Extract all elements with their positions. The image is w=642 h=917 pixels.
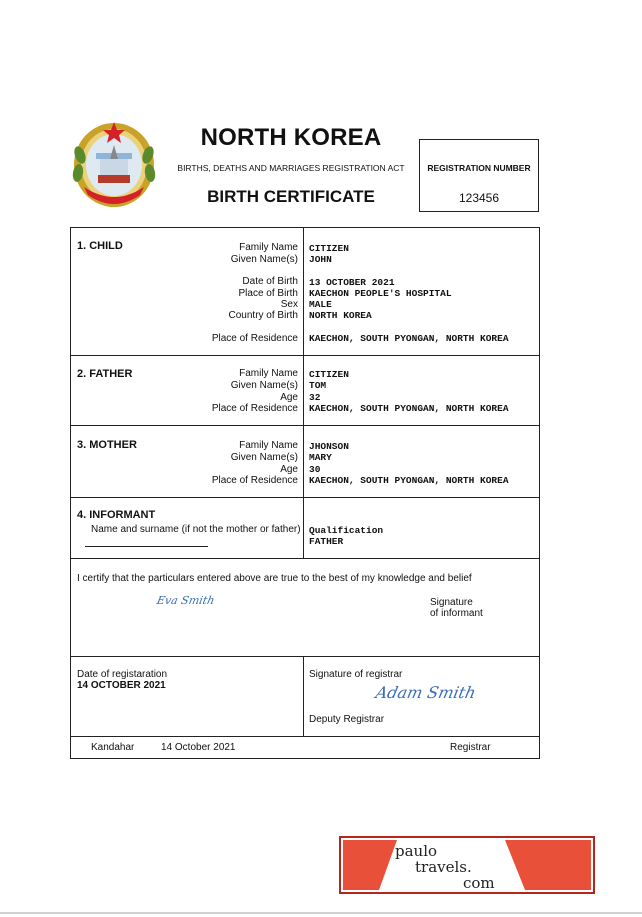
child-sex: MALE [309,299,332,310]
qualification-label: Qualification [309,525,384,536]
divider [71,425,539,426]
child-given-names: JOHN [309,254,332,265]
registrar-label: Registrar [450,742,491,753]
certificate-form [70,227,540,759]
registration-number-box [419,139,539,212]
informant-name-label: Name and surname (if not the mother or father) [91,524,301,535]
child-cob-label: Country of Birth [228,310,298,321]
child-cob: NORTH KOREA [309,310,372,321]
registration-date: 14 OCTOBER 2021 [77,680,166,691]
watermark-stamp [339,836,595,894]
mother-family-name-label: Family Name [239,440,298,451]
section-informant: 4. INFORMANT [77,509,156,521]
child-pob: KAECHON PEOPLE'S HOSPITAL [309,288,452,299]
document-title: BIRTH CERTIFICATE [207,187,375,206]
mother-residence: KAECHON, SOUTH PYONGAN, NORTH KOREA [309,475,509,486]
child-sex-label: Sex [280,299,298,310]
informant-name-line [85,546,208,547]
mother-family-name: JHONSON [309,441,349,452]
child-residence: KAECHON, SOUTH PYONGAN, NORTH KOREA [309,333,509,344]
divider [71,497,539,498]
section-mother: 3. MOTHER [77,439,137,451]
mother-age-label: Age [280,464,298,475]
child-dob-label: Date of Birth [242,276,298,287]
registration-number-label: REGISTRATION NUMBER [427,163,531,173]
mother-given-names-label: Given Name(s) [230,452,298,463]
father-age: 32 [309,392,321,403]
qualification-value: FATHER [309,536,344,547]
stamp-line-3: com [463,874,495,892]
registrar-signature-label: Signature of registrar [309,669,403,680]
divider [71,736,539,737]
child-residence-label: Place of Residence [211,333,298,344]
mother-residence-label: Place of Residence [211,475,298,486]
registration-number: 123456 [458,191,500,205]
divider [71,656,539,657]
country-title: NORTH KOREA [200,124,382,151]
page-bottom-border [0,912,642,914]
stamp-line-2: travels. [415,858,472,876]
child-family-name: CITIZEN [309,243,349,254]
section-father: 2. FATHER [77,368,133,380]
father-family-name-label: Family Name [239,368,298,379]
father-residence: KAECHON, SOUTH PYONGAN, NORTH KOREA [309,403,509,414]
mother-given-names: MARY [309,452,332,463]
registration-date-label: Date of registaration [77,669,168,680]
signature-informant-label-2: of informant [430,608,483,619]
child-given-names-label: Given Name(s) [230,254,298,265]
column-divider [303,656,304,736]
mother-age: 30 [309,464,321,475]
signature-informant-label: Signature [430,597,473,608]
father-given-names: TOM [309,380,327,391]
registration-act: BIRTHS, DEATHS AND MARRIAGES REGISTRATION ACT [177,163,405,173]
section-child: 1. CHILD [77,240,123,252]
divider [71,355,539,356]
deputy-registrar-label: Deputy Registrar [309,714,385,725]
child-pob-label: Place of Birth [238,288,298,299]
child-dob: 13 OCTOBER 2021 [309,277,395,288]
informant-signature: Eva Smith [155,594,216,607]
stamp-line-1: paulo [395,842,438,860]
state-emblem-icon [70,115,158,211]
father-age-label: Age [280,392,298,403]
column-divider [303,228,304,558]
footer-date: 14 October 2021 [161,742,236,753]
child-family-name-label: Family Name [239,242,298,253]
divider [71,558,539,559]
registration-place: Kandahar [91,742,135,753]
certification-statement: I certify that the particulars entered above are true to the best of my knowledge and belief [77,573,472,584]
father-family-name: CITIZEN [309,369,349,380]
registrar-signature: Adam Smith [373,683,478,702]
father-given-names-label: Given Name(s) [230,380,298,391]
father-residence-label: Place of Residence [211,403,298,414]
